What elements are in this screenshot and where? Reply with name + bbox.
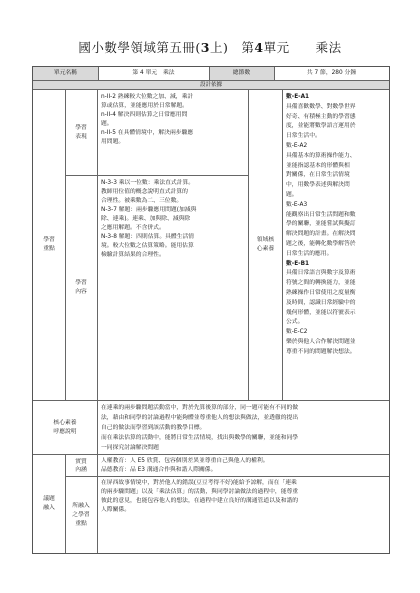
divider — [65, 175, 248, 176]
core-literacy-line: 數-E-A3 — [286, 201, 308, 208]
core-literacy-text — [283, 92, 389, 398]
core-literacy-line: 幾何形體，並能以符號表示 — [286, 309, 356, 316]
learning-focus-label: 學習 重點 — [43, 237, 55, 252]
core-literacy-line: 度，並能將數學語言運用於 — [286, 123, 356, 130]
core-literacy-line: 題。 — [286, 191, 298, 198]
core-literacy-line: 日常生活的應用。 — [286, 250, 333, 257]
divider — [33, 400, 389, 401]
learning-performance-text: n-II-2 熟練較大位數之加、減，乘計 算或估算，並能應用於日常解題。 n-II-4 解決四則估算之日常應用問 題。 n-II-5 在具體情境中，解決兩步驟應 用問題。 — [101, 94, 194, 145]
design-basis-label: 設計依據 — [33, 81, 389, 89]
divider — [98, 67, 99, 80]
learning-content-label: 學習 內容 — [75, 280, 87, 295]
core-literacy-label: 領域核 心素養 — [256, 237, 275, 252]
core-response-text: 在連乘的兩步驟問題活動當中，對於先算後算的部分，同一題可能有不同的做 法，藉由和同學的討論過程中能夠體並尊重他人的想法與做法，並透徹的提出 自己的做法而學習到該活動的教學目標。 而在乘法估算的活動中，能將日常生活情境，找出與數學的關聯，並能和同學 一同探究討論解決問題 — [101, 405, 299, 451]
divider — [209, 67, 210, 80]
core-literacy-line: 公式。 — [286, 319, 304, 326]
divider — [65, 476, 389, 477]
core-literacy-line: 日常生活中。 — [286, 133, 321, 140]
core-literacy-line: 題之後，能轉化數學解答於 — [286, 240, 356, 247]
divider — [274, 67, 275, 80]
core-literacy-line: 中，用數學表述與解決問 — [286, 182, 350, 189]
core-literacy-line: 並能指認基本的形體與相 — [286, 162, 350, 169]
learning-content-text: N-3-3 乘以一位數：乘法直式計算。 教師用位值的概念說明直式計算的 合理性。被乘數為二、三位數。 N-3-7 解題：兩步驟應用問題(加減與 除、連乘)。連乘、加與除、減與除 之應用解題。不含併式。 N-3-8 解題：四則估算。具體生活情 境。較大位數之估算策略。能用估算 檢驗計算結果的合理性。 — [101, 180, 197, 258]
core-literacy-line: 對關係，在日常生活情境 — [286, 172, 350, 179]
total-sessions-value: 共 7 節，280 分鐘 — [306, 70, 357, 76]
core-literacy-line: 數-E-C2 — [286, 329, 308, 336]
total-sessions-label: 總節數 — [209, 67, 274, 80]
unit-name-value: 第 4 單元 乘法 — [132, 70, 175, 76]
divider — [248, 90, 249, 400]
core-literacy-line: 熟練操作日常使用之度量衡 — [286, 289, 356, 296]
core-literacy-line: 好奇、有積極主動的學習態 — [286, 113, 356, 120]
divider — [65, 90, 66, 400]
core-literacy-line: 數-E-B1 — [286, 260, 310, 267]
unit-name-label: 單元名稱 — [33, 67, 98, 80]
learning-performance-label: 學習 表現 — [75, 124, 87, 140]
issues-label: 議題 融入 — [43, 496, 55, 511]
divider — [33, 89, 389, 90]
core-literacy-line: 能觀察出日常生活問題和數 — [286, 211, 356, 218]
core-literacy-line: 學的關聯，並能嘗試與擬訂 — [286, 221, 356, 228]
core-literacy-line: 具備日常語言與數字及算術 — [286, 270, 356, 277]
issues-unit-label: 所融入 之學習 重點 — [72, 502, 90, 527]
issues-content-label: 實質 內涵 — [75, 458, 87, 473]
divider — [282, 90, 283, 400]
core-literacy-line: 解決問題的計畫。在解決問 — [286, 231, 356, 238]
core-literacy-line: 數-E-A1 — [286, 94, 310, 100]
divider — [33, 80, 389, 81]
divider — [65, 455, 66, 553]
core-literacy-line: 符號之間的轉換能力，並能 — [286, 280, 356, 287]
core-response-label: 核心素養 呼應說明 — [53, 419, 77, 435]
core-literacy-line: 數-E-A2 — [286, 142, 308, 149]
page-title: 國小數學領域第五冊(3上) 第4單元 乘法 — [78, 40, 342, 55]
issues-unit-text: 在屏西故事情境中，對於他人的錯誤(豆豆考得不好)能給予諒解，而在「連乘 的兩步驟問題」以及「乘法估算」的活動，與同學討論做法的過程中，能尊重 彼此的意見，也能包容他人的想法，在過程中建立良好的溝通管道以及和諧的 人際關係。 — [101, 480, 299, 513]
core-literacy-line: 具備喜歡數學、對數學世界 — [286, 103, 356, 110]
divider — [97, 90, 98, 553]
core-literacy-line: 尊重不同的問題解決想法。 — [286, 348, 356, 355]
core-literacy-line: 具備基本的算術操作能力、 — [286, 152, 356, 159]
core-literacy-line: 及時間，認識日常經驗中的 — [286, 299, 356, 306]
issues-content-text: 人權教育：人 E5 欣賞、包容個別差異並尊重自己與他人的權利。 品德教育：品 E3 溝通合作與和諧人際關係。 — [101, 458, 269, 473]
core-literacy-line: 樂於與他人合作解決問題並 — [286, 338, 356, 345]
divider — [33, 454, 389, 455]
